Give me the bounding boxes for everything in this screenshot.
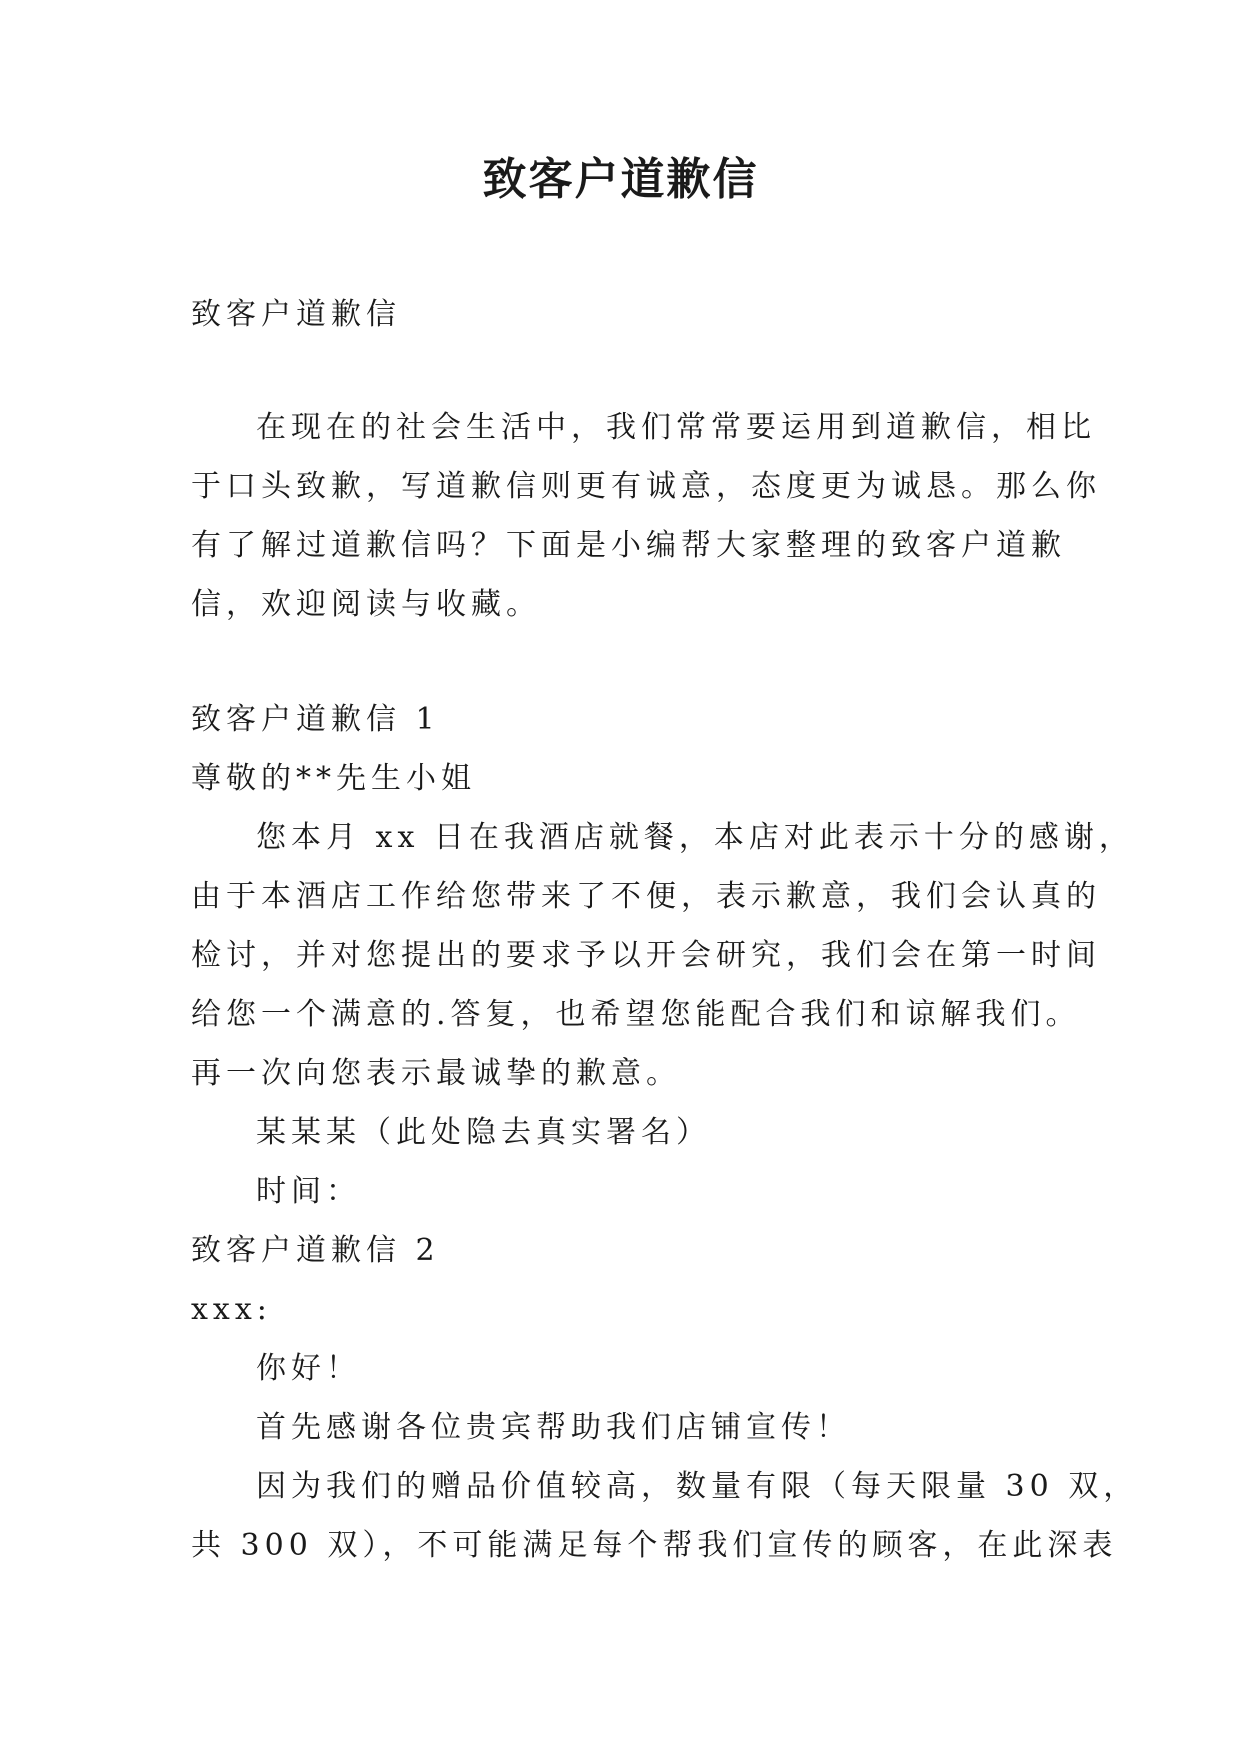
signature-1: 某某某（此处隐去真实署名） <box>256 1115 711 1150</box>
section-heading-1: 致客户道歉信 1 <box>191 702 440 737</box>
letter-1-line: 由于本酒店工作给您带来了不便，表示歉意，我们会认真的 <box>191 879 1101 914</box>
letter-1-line: 给您一个满意的.答复，也希望您能配合我们和谅解我们。 <box>191 997 1081 1032</box>
intro-paragraph-line: 在现在的社会生活中，我们常常要运用到道歉信，相比 <box>256 410 1096 445</box>
salutation-1: 尊敬的**先生小姐 <box>191 761 476 796</box>
letter-2-line: 共 300 双），不可能满足每个帮我们宣传的顾客，在此深表 <box>191 1528 1118 1563</box>
intro-paragraph-line: 于口头致歉，写道歉信则更有诚意，态度更为诚恳。那么你 <box>191 469 1101 504</box>
letter-1-line: 再一次向您表示最诚挚的歉意。 <box>191 1056 681 1091</box>
document-title: 致客户道歉信 <box>482 154 759 205</box>
intro-paragraph-line: 信，欢迎阅读与收藏。 <box>191 587 541 622</box>
letter-2-line: 你好！ <box>256 1351 361 1386</box>
letter-2-line: 首先感谢各位贵宾帮助我们店铺宣传！ <box>256 1410 851 1445</box>
section-heading-2: 致客户道歉信 2 <box>191 1233 440 1268</box>
letter-1-line: 检讨，并对您提出的要求予以开会研究，我们会在第一时间 <box>191 938 1101 973</box>
date-line-1: 时间： <box>256 1174 361 1209</box>
letter-1-line: 您本月 xx 日在我酒店就餐，本店对此表示十分的感谢， <box>256 820 1134 855</box>
intro-paragraph-line: 有了解过道歉信吗？下面是小编帮大家整理的致客户道歉 <box>191 528 1066 563</box>
salutation-2: xxx: <box>191 1292 272 1327</box>
subtitle-line: 致客户道歉信 <box>191 297 401 332</box>
letter-2-line: 因为我们的赠品价值较高，数量有限（每天限量 30 双， <box>256 1469 1139 1504</box>
